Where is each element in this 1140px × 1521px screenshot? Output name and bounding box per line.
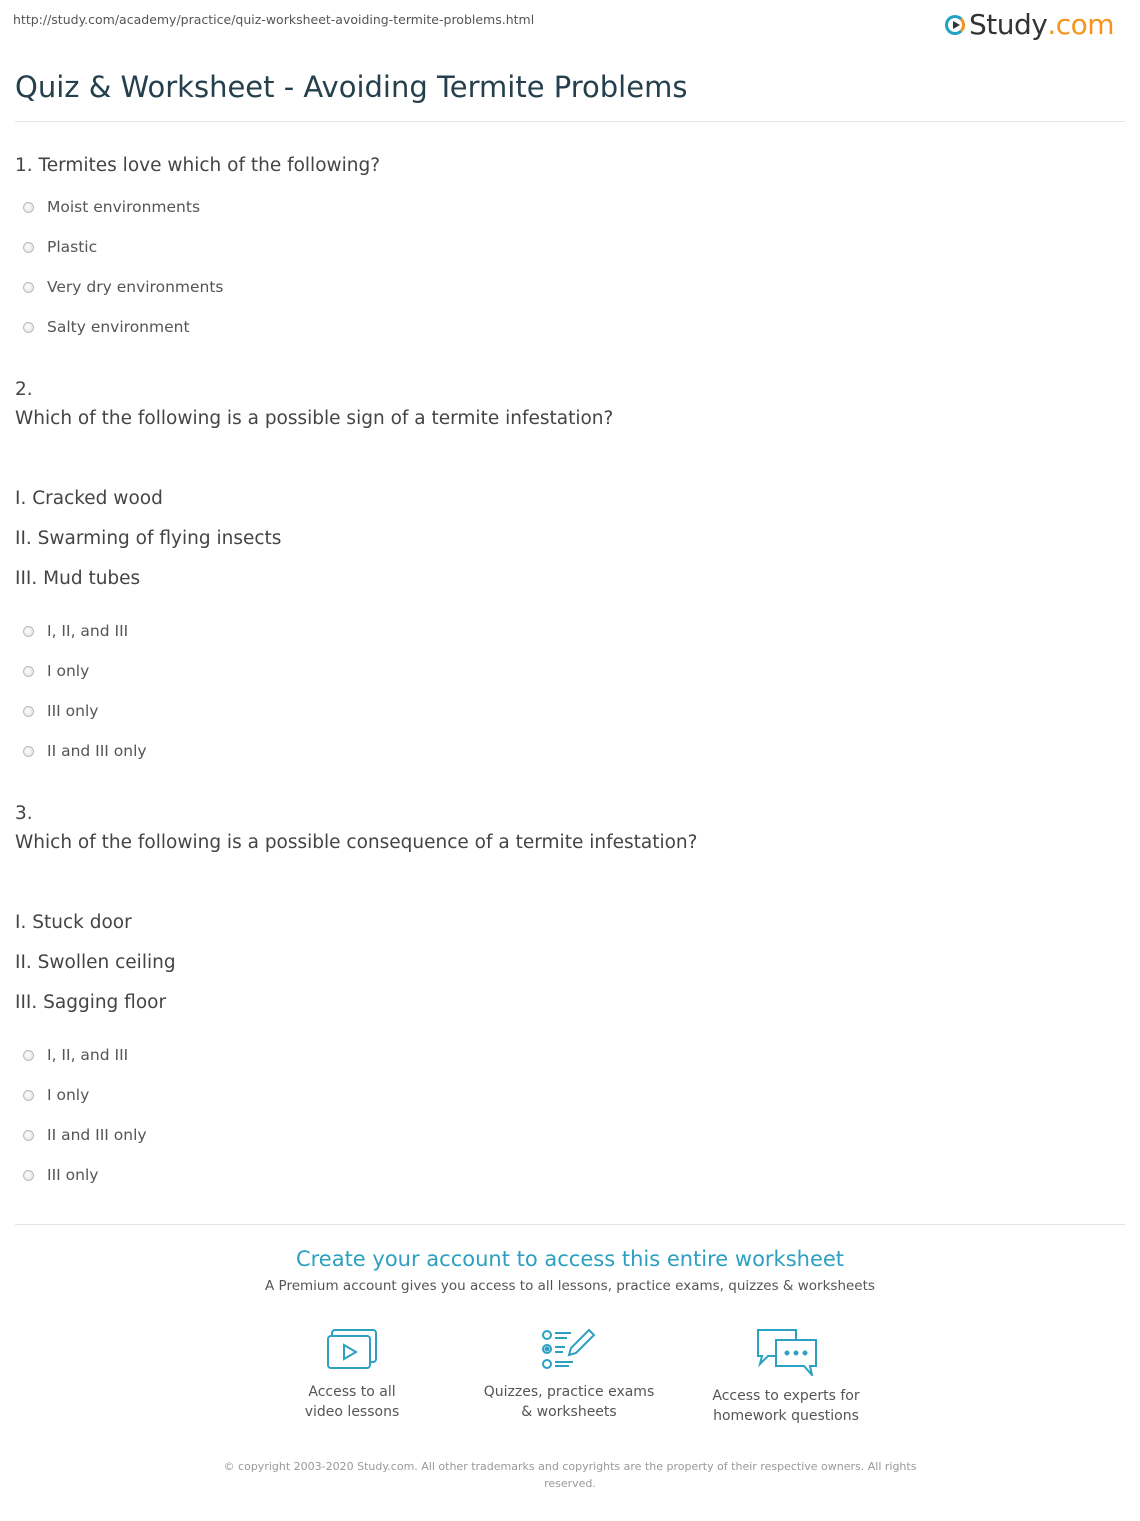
answer-option[interactable]: I, II, and III: [23, 622, 128, 640]
answer-option[interactable]: Salty environment: [23, 318, 190, 336]
statement: II. Swollen ceiling: [15, 952, 176, 973]
question-3-number: 3.: [15, 803, 33, 824]
cta-subtitle: A Premium account gives you access to all lessons, practice exams, quizzes & worksheets: [265, 1278, 875, 1294]
radio-icon[interactable]: [23, 746, 34, 757]
question-2: Which of the following is a possible sign of a termite infestation?: [15, 408, 614, 429]
video-icon: [326, 1328, 378, 1372]
answer-option[interactable]: I only: [23, 1086, 89, 1104]
radio-icon[interactable]: [23, 322, 34, 333]
radio-icon[interactable]: [23, 1170, 34, 1181]
divider: [15, 1224, 1125, 1225]
feature-experts: Access to experts for homework questions: [686, 1328, 886, 1426]
answer-option[interactable]: Moist environments: [23, 198, 200, 216]
answer-option[interactable]: III only: [23, 702, 98, 720]
checklist-icon: [541, 1328, 597, 1372]
answer-option[interactable]: II and III only: [23, 742, 147, 760]
question-1: 1. Termites love which of the following?: [15, 155, 381, 176]
question-3: Which of the following is a possible consequence of a termite infestation?: [15, 832, 698, 853]
radio-icon[interactable]: [23, 282, 34, 293]
answer-option[interactable]: III only: [23, 1166, 98, 1184]
page-title: Quiz & Worksheet - Avoiding Termite Problems: [15, 70, 688, 104]
answer-option[interactable]: II and III only: [23, 1126, 147, 1144]
question-2-number: 2.: [15, 379, 33, 400]
page-url: http://study.com/academy/practice/quiz-worksheet-avoiding-termite-problems.html: [13, 12, 535, 27]
answer-option[interactable]: Plastic: [23, 238, 97, 256]
study-logo[interactable]: Study .com: [945, 8, 1114, 41]
radio-icon[interactable]: [23, 1050, 34, 1061]
create-account-link[interactable]: Create your account to access this entire worksheet: [295, 1247, 845, 1271]
statement: II. Swarming of flying insects: [15, 528, 282, 549]
feature-video-lessons: Access to all video lessons: [252, 1328, 452, 1422]
answer-option[interactable]: I only: [23, 662, 89, 680]
divider: [15, 121, 1125, 122]
radio-icon[interactable]: [23, 1090, 34, 1101]
radio-icon[interactable]: [23, 626, 34, 637]
statement: III. Mud tubes: [15, 568, 141, 589]
feature-quizzes: Quizzes, practice exams & worksheets: [469, 1328, 669, 1422]
radio-icon[interactable]: [23, 706, 34, 717]
radio-icon[interactable]: [23, 242, 34, 253]
answer-option[interactable]: Very dry environments: [23, 278, 224, 296]
answer-option[interactable]: I, II, and III: [23, 1046, 128, 1064]
play-icon: [945, 15, 965, 35]
statement: III. Sagging floor: [15, 992, 167, 1013]
chat-icon: [754, 1328, 818, 1376]
radio-icon[interactable]: [23, 666, 34, 677]
radio-icon[interactable]: [23, 1130, 34, 1141]
statement: I. Cracked wood: [15, 488, 163, 509]
statement: I. Stuck door: [15, 912, 132, 933]
radio-icon[interactable]: [23, 202, 34, 213]
copyright-footer: © copyright 2003-2020 Study.com. All other trademarks and copyrights are the property of their respective owners. All rights reserved.: [223, 1460, 917, 1490]
